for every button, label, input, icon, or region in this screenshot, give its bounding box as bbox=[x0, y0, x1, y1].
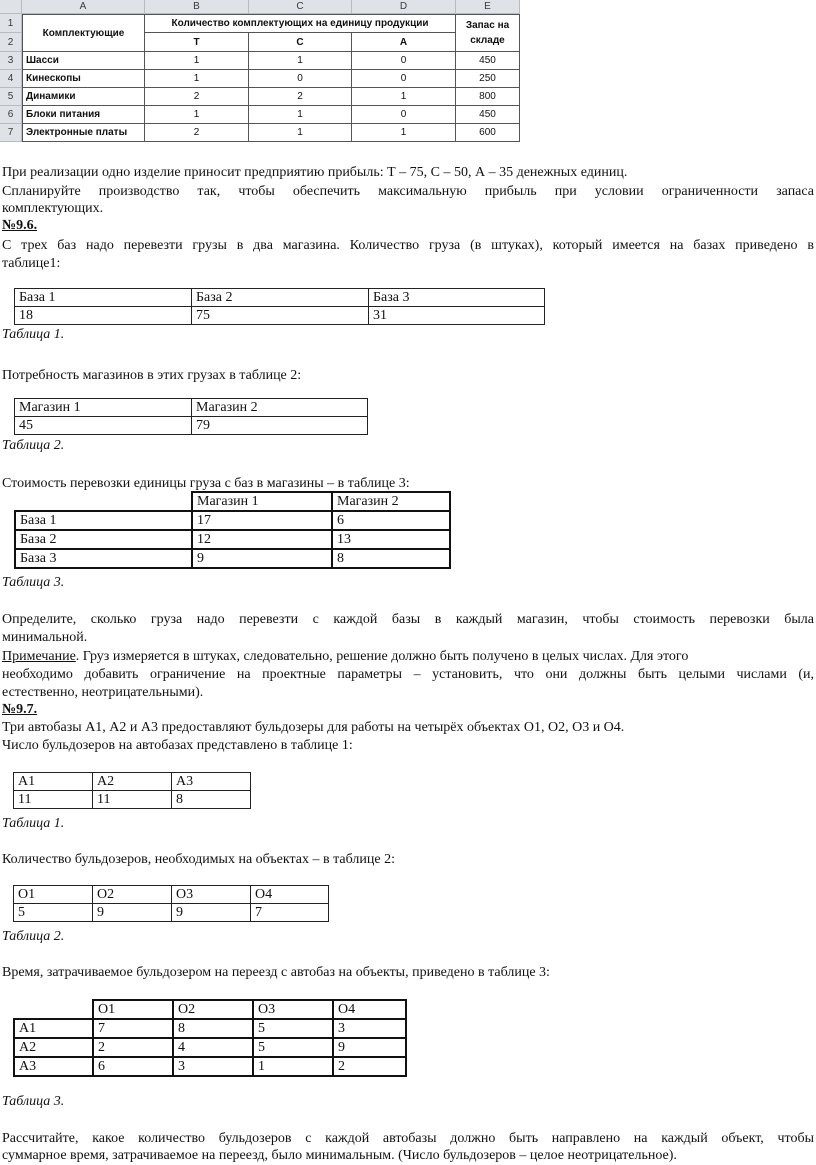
cell-a: 1 bbox=[352, 88, 456, 106]
table-shops-demand bbox=[14, 398, 368, 435]
table-caption: Таблица 3. bbox=[2, 575, 65, 590]
table-cell-empty bbox=[14, 1000, 93, 1019]
table-cell: А1 bbox=[14, 773, 93, 791]
excel-screenshot bbox=[0, 0, 520, 142]
table-cell: 9 bbox=[93, 904, 172, 922]
paragraph-cost: Стоимость перевозки единицы груза с баз в магазины – в таблице 3: bbox=[2, 476, 410, 491]
cell-a: 0 bbox=[352, 106, 456, 124]
table-cell: 12 bbox=[192, 530, 332, 549]
table-cell: О2 bbox=[93, 886, 172, 904]
note-text: . Груз измеряется в штуках, следовательно, решение должно быть получено в целых числах. Для этого bbox=[75, 649, 689, 664]
cell-a: 1 bbox=[352, 124, 456, 142]
table-cell: А2 bbox=[14, 1038, 93, 1057]
table-cell: 7 bbox=[93, 1019, 173, 1038]
table-cell: 2 bbox=[333, 1057, 406, 1076]
cell-stock: 450 bbox=[456, 106, 520, 124]
column-header-e: E bbox=[456, 0, 520, 14]
cell-a: 0 bbox=[352, 70, 456, 88]
cell-t: 2 bbox=[145, 124, 249, 142]
table-cell: А1 bbox=[14, 1019, 93, 1038]
table-cell: А3 bbox=[14, 1057, 93, 1076]
table-cell: А3 bbox=[172, 773, 251, 791]
paragraph-autobases: Три автобазы А1, А2 и А3 предоставляют бульдозеры для работы на четырёх объектах О1, О2, О3 и О4. bbox=[2, 720, 625, 735]
cell-t: 1 bbox=[145, 106, 249, 124]
paragraph-objects-need: Количество бульдозеров, необходимых на объектах – в таблице 2: bbox=[2, 852, 395, 867]
table-cell: 9 bbox=[192, 549, 332, 568]
column-header-a: A bbox=[22, 0, 145, 14]
paragraph-bases-line2: таблице1: bbox=[2, 256, 61, 271]
table-cell: База 2 bbox=[15, 530, 192, 549]
table-bases-cargo bbox=[14, 288, 545, 325]
paragraph-profit: При реализации одно изделие приносит предприятию прибыль: Т – 75, С – 50, А – 35 денежных единиц. bbox=[2, 165, 628, 180]
column-header-d: D bbox=[352, 0, 456, 14]
paragraph-calculate-line1: Рассчитайте, какое количество бульдозеров с каждой автобазы должно быть направлено на каждый объект, чтобы bbox=[2, 1131, 814, 1146]
header-components: Комплектующие bbox=[22, 14, 145, 52]
table-cell: База 3 bbox=[369, 289, 545, 307]
select-all-corner bbox=[0, 0, 22, 14]
table-autobases bbox=[13, 772, 251, 809]
table-travel-time bbox=[13, 999, 407, 1077]
table-cell: 7 bbox=[251, 904, 329, 922]
paragraph-determine-line1: Определите, сколько груза надо перевезти с каждой базы в каждый магазин, чтобы стоимость перевозки была bbox=[2, 612, 814, 627]
table-cell: О4 bbox=[251, 886, 329, 904]
problem-heading-9-6: №9.6. bbox=[2, 218, 38, 233]
note-label: Примечание bbox=[2, 649, 76, 664]
table-objects bbox=[13, 885, 329, 922]
table-cell: О1 bbox=[14, 886, 93, 904]
table-cell: 8 bbox=[173, 1019, 253, 1038]
table-cell: 6 bbox=[93, 1057, 173, 1076]
cell-stock: 450 bbox=[456, 52, 520, 70]
cell-s: 1 bbox=[249, 52, 352, 70]
column-header-b: B bbox=[145, 0, 249, 14]
table-cell: 5 bbox=[253, 1038, 333, 1057]
table-caption: Таблица 2. bbox=[2, 929, 65, 944]
table-cell: 18 bbox=[15, 307, 192, 325]
table-cell: 8 bbox=[332, 549, 450, 568]
header-t: Т bbox=[145, 33, 249, 52]
table-cell: 9 bbox=[172, 904, 251, 922]
component-name: Динамики bbox=[22, 88, 145, 106]
table-cell: О4 bbox=[333, 1000, 406, 1019]
row-number: 6 bbox=[0, 106, 22, 124]
header-s: С bbox=[249, 33, 352, 52]
table-transport-cost bbox=[14, 491, 451, 569]
table-cell: 11 bbox=[93, 791, 172, 809]
table-cell: О2 bbox=[173, 1000, 253, 1019]
table-cell: 17 bbox=[192, 511, 332, 530]
table-cell: 8 bbox=[172, 791, 251, 809]
paragraph-travel-time: Время, затрачиваемое бульдозером на переезд с автобаз на объекты, приведено в таблице 3: bbox=[2, 965, 550, 980]
table-cell: 31 bbox=[369, 307, 545, 325]
table-caption: Таблица 1. bbox=[2, 327, 65, 342]
cell-s: 1 bbox=[249, 106, 352, 124]
table-cell: 5 bbox=[253, 1019, 333, 1038]
table-cell: 3 bbox=[173, 1057, 253, 1076]
table-cell: 45 bbox=[15, 417, 192, 435]
table-cell: База 3 bbox=[15, 549, 192, 568]
header-quantity-per-unit: Количество комплектующих на единицу продукции bbox=[145, 14, 456, 33]
header-stock: Запас на складе bbox=[456, 14, 520, 52]
table-cell: 1 bbox=[253, 1057, 333, 1076]
table-cell: О3 bbox=[172, 886, 251, 904]
table-cell: База 2 bbox=[192, 289, 369, 307]
row-number: 2 bbox=[0, 33, 22, 52]
paragraph-determine-line2: минимальной. bbox=[2, 630, 88, 645]
cell-stock: 600 bbox=[456, 124, 520, 142]
table-cell: 3 bbox=[333, 1019, 406, 1038]
paragraph-demand: Потребность магазинов в этих грузах в таблице 2: bbox=[2, 368, 302, 383]
header-a: А bbox=[352, 33, 456, 52]
paragraph-note-line1 bbox=[2, 648, 814, 665]
row-number: 5 bbox=[0, 88, 22, 106]
paragraph-plan-line2: комплектующих. bbox=[2, 201, 104, 216]
table-cell: О1 bbox=[93, 1000, 173, 1019]
paragraph-bases-line1: С трех баз надо перевезти грузы в два магазина. Количество груза (в штуках), который имеется на базах приведено в bbox=[2, 238, 814, 253]
cell-s: 1 bbox=[249, 124, 352, 142]
cell-s: 0 bbox=[249, 70, 352, 88]
row-number: 3 bbox=[0, 52, 22, 70]
table-cell: 6 bbox=[332, 511, 450, 530]
cell-stock: 250 bbox=[456, 70, 520, 88]
paragraph-calculate-line2: суммарное время, затрачиваемое на переезд, было минимальным. (Число бульдозеров – целое неотрицательное). bbox=[2, 1148, 677, 1163]
row-number: 4 bbox=[0, 70, 22, 88]
table-cell: 13 bbox=[332, 530, 450, 549]
table-cell: Магазин 1 bbox=[192, 492, 332, 511]
paragraph-bulldozer-count: Число бульдозеров на автобазах представлено в таблице 1: bbox=[2, 738, 353, 753]
table-cell: О3 bbox=[253, 1000, 333, 1019]
table-caption: Таблица 3. bbox=[2, 1094, 65, 1109]
cell-t: 1 bbox=[145, 70, 249, 88]
row-number: 7 bbox=[0, 124, 22, 142]
table-cell: 9 bbox=[333, 1038, 406, 1057]
table-cell: 4 bbox=[173, 1038, 253, 1057]
table-cell: База 1 bbox=[15, 511, 192, 530]
paragraph-note-line2: необходимо добавить ограничение на проектные параметры – установить, что они должны быть целыми числами (и, bbox=[2, 667, 814, 682]
table-cell: Магазин 2 bbox=[192, 399, 368, 417]
table-caption: Таблица 2. bbox=[2, 438, 65, 453]
table-cell: 5 bbox=[14, 904, 93, 922]
table-cell: 75 bbox=[192, 307, 369, 325]
table-cell: 11 bbox=[14, 791, 93, 809]
table-caption: Таблица 1. bbox=[2, 816, 65, 831]
table-cell: Магазин 2 bbox=[332, 492, 450, 511]
component-name: Блоки питания bbox=[22, 106, 145, 124]
table-cell: Магазин 1 bbox=[15, 399, 192, 417]
table-cell: А2 bbox=[93, 773, 172, 791]
column-header-c: C bbox=[249, 0, 352, 14]
cell-s: 2 bbox=[249, 88, 352, 106]
component-name: Электронные платы bbox=[22, 124, 145, 142]
paragraph-plan-line1: Спланируйте производство так, чтобы обеспечить максимальную прибыль при условии ограниченности запаса bbox=[2, 184, 814, 199]
table-cell: 2 bbox=[93, 1038, 173, 1057]
cell-a: 0 bbox=[352, 52, 456, 70]
row-number: 1 bbox=[0, 14, 22, 33]
table-cell: 79 bbox=[192, 417, 368, 435]
problem-heading-9-7: №9.7. bbox=[2, 702, 38, 717]
component-name: Шасси bbox=[22, 52, 145, 70]
table-cell-empty bbox=[15, 492, 192, 511]
paragraph-note-line3: естественно, неотрицательными). bbox=[2, 685, 204, 700]
component-name: Кинескопы bbox=[22, 70, 145, 88]
cell-t: 1 bbox=[145, 52, 249, 70]
table-cell: База 1 bbox=[15, 289, 192, 307]
cell-stock: 800 bbox=[456, 88, 520, 106]
cell-t: 2 bbox=[145, 88, 249, 106]
